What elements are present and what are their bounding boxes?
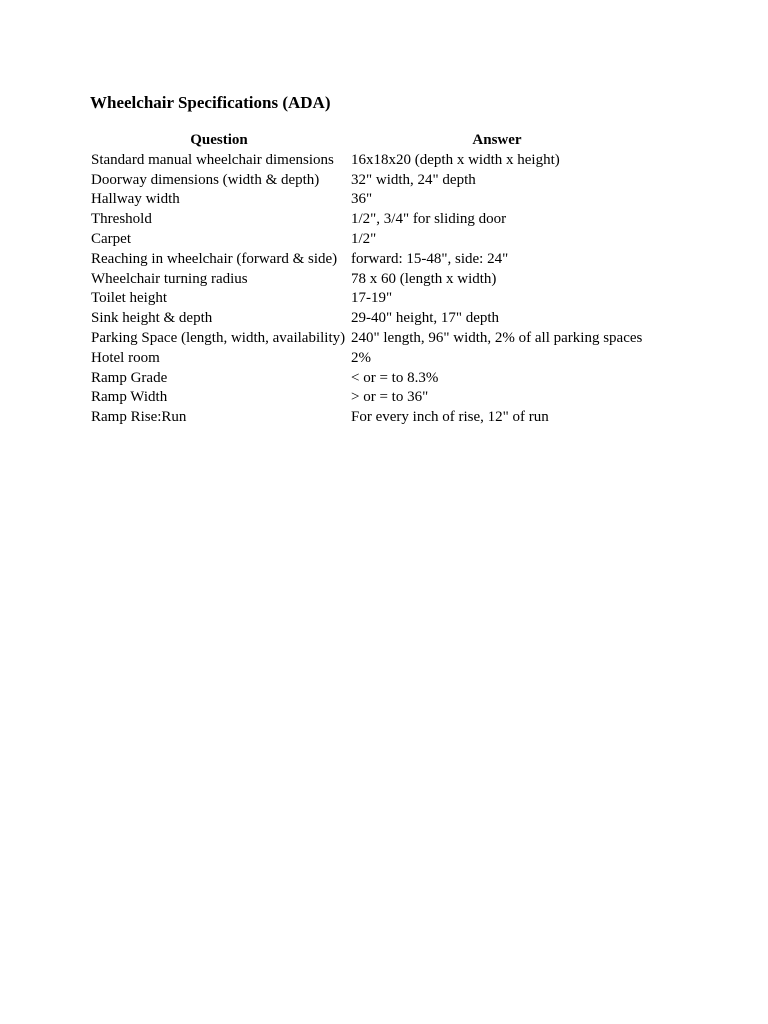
table-row bbox=[89, 210, 645, 230]
question-cell: Hotel room bbox=[91, 349, 160, 366]
question-cell: Ramp Width bbox=[91, 389, 168, 406]
answer-cell: 1/2", 3/4" for sliding door bbox=[351, 211, 507, 228]
document-title: Wheelchair Specifications (ADA) bbox=[90, 93, 331, 112]
question-cell: Wheelchair turning radius bbox=[91, 270, 248, 287]
answer-cell: > or = to 36" bbox=[351, 389, 429, 406]
question-cell: Carpet bbox=[91, 230, 131, 247]
table-row bbox=[89, 190, 645, 210]
table-row bbox=[89, 270, 645, 290]
table-row bbox=[89, 171, 645, 191]
question-cell: Ramp Grade bbox=[91, 369, 168, 386]
table-row bbox=[89, 369, 645, 389]
answer-cell: 17-19" bbox=[351, 290, 393, 307]
table-row bbox=[89, 250, 645, 270]
column-header-question: Question bbox=[190, 132, 248, 148]
table-row bbox=[89, 151, 645, 171]
question-cell: Standard manual wheelchair dimensions bbox=[91, 151, 334, 168]
question-cell: Reaching in wheelchair (forward & side) bbox=[91, 250, 338, 267]
answer-cell: 32" width, 24" depth bbox=[351, 171, 476, 188]
question-cell: Hallway width bbox=[91, 191, 180, 208]
table-row bbox=[89, 349, 645, 369]
question-cell: Doorway dimensions (width & depth) bbox=[91, 171, 320, 188]
question-cell: Threshold bbox=[91, 211, 152, 228]
answer-cell: < or = to 8.3% bbox=[351, 369, 439, 386]
question-cell: Parking Space (length, width, availability) bbox=[91, 329, 346, 346]
answer-cell: forward: 15-48", side: 24" bbox=[351, 250, 509, 267]
answer-cell: For every inch of rise, 12" of run bbox=[351, 409, 549, 426]
table-header-row bbox=[89, 131, 645, 151]
table-row bbox=[89, 309, 645, 329]
table-row bbox=[89, 289, 645, 309]
answer-cell: 78 x 60 (length x width) bbox=[351, 270, 497, 287]
table-row bbox=[89, 408, 645, 428]
specifications-table bbox=[89, 131, 645, 428]
answer-cell: 36" bbox=[351, 191, 373, 208]
table-row bbox=[89, 329, 645, 349]
answer-cell: 1/2" bbox=[351, 230, 377, 247]
column-header-answer: Answer bbox=[472, 132, 522, 148]
answer-cell: 240" length, 96" width, 2% of all parking spaces bbox=[351, 329, 643, 346]
answer-cell: 2% bbox=[351, 349, 371, 366]
question-cell: Sink height & depth bbox=[91, 310, 213, 327]
table-row bbox=[89, 388, 645, 408]
question-cell: Ramp Rise:Run bbox=[91, 409, 187, 426]
answer-cell: 29-40" height, 17" depth bbox=[351, 310, 500, 327]
answer-cell: 16x18x20 (depth x width x height) bbox=[351, 151, 560, 168]
table-row bbox=[89, 230, 645, 250]
question-cell: Toilet height bbox=[91, 290, 168, 307]
